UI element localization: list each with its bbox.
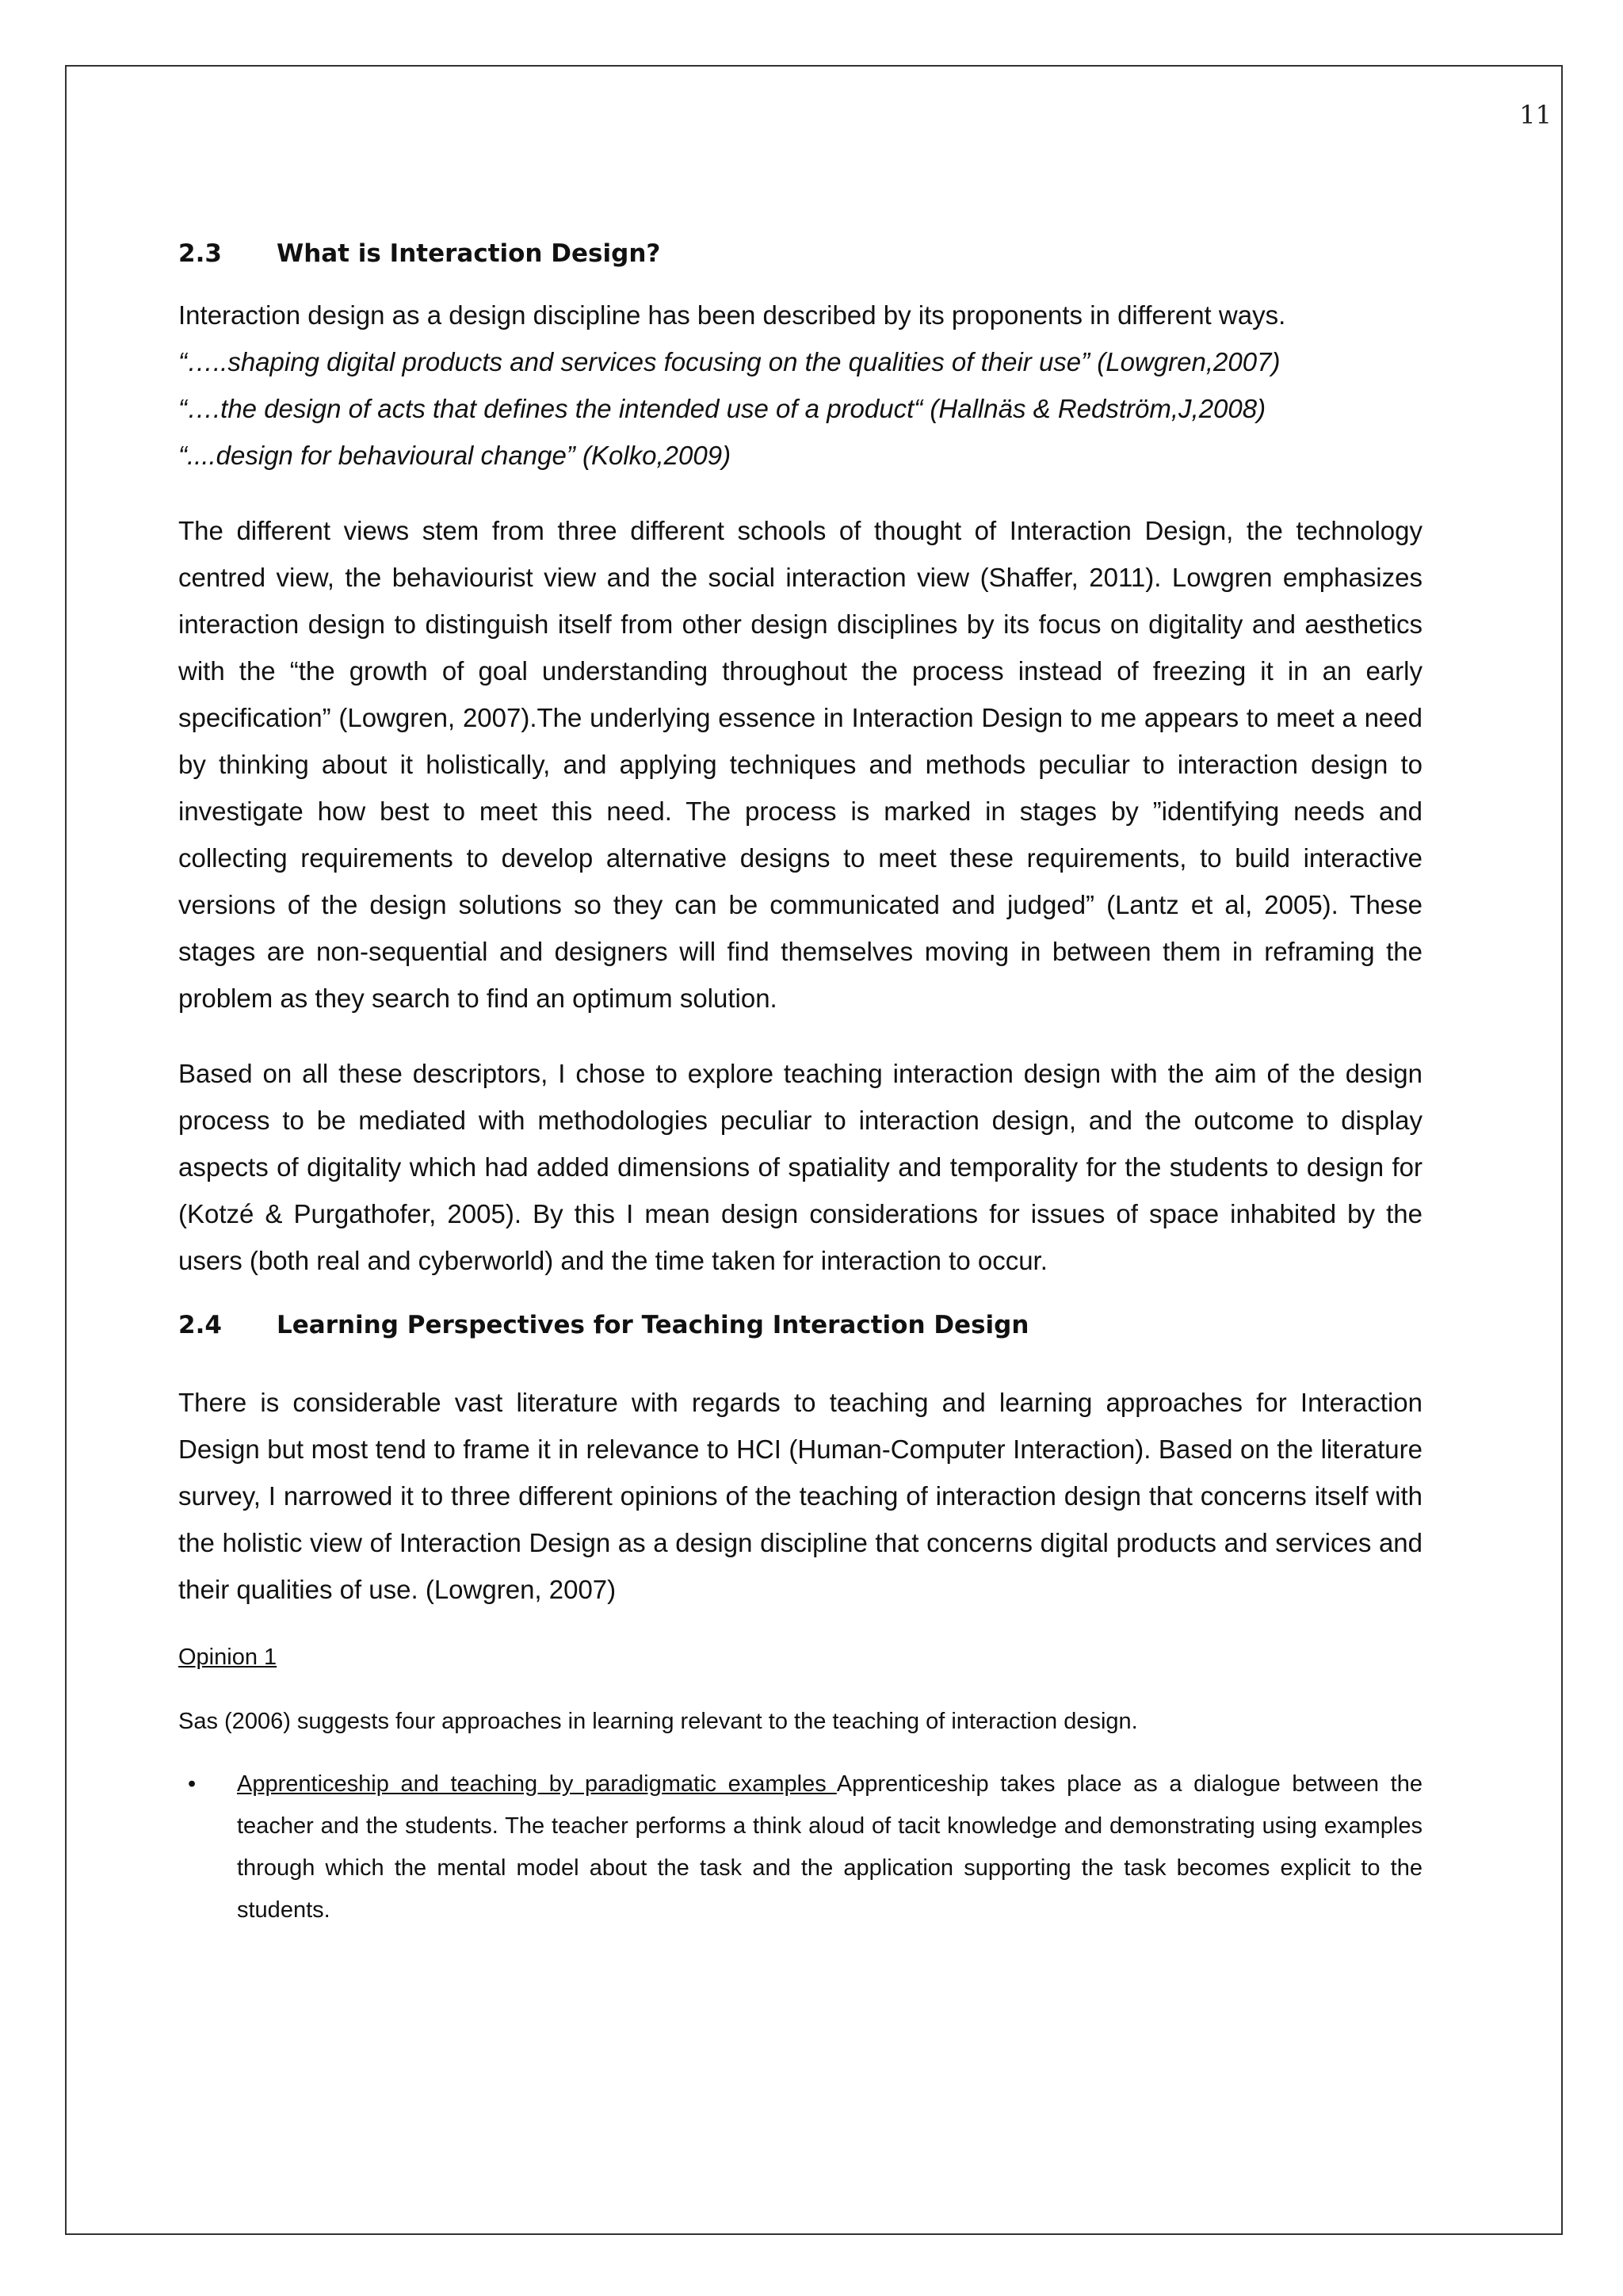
opinion-label: Opinion 1 xyxy=(178,1645,277,1670)
quote-lowgren: “…..shaping digital products and services focusing on the qualities of their use” (Lowgren,2007) xyxy=(178,347,1281,376)
section-intro: Interaction design as a design discipline has been described by its proponents in different ways. xyxy=(178,300,1286,330)
section-number: 2.4 xyxy=(178,1311,222,1339)
section-heading-2-3 xyxy=(178,227,1423,281)
section-title: What is Interaction Design? xyxy=(277,239,661,268)
opinion-intro: Sas (2006) suggests four approaches in learning relevant to the teaching of interaction design. xyxy=(178,1709,1138,1734)
page-number: 11 xyxy=(1519,100,1552,130)
section-number: 2.3 xyxy=(178,239,222,268)
paragraph-literature: There is considerable vast literature with regards to teaching and learning approaches for Interaction Design but most tend to frame it in relevance to HCI (Human-Computer Interaction). Based on the literature survey, I narrowed it to three different opinions of the teaching of interaction design that concerns itself with the holistic view of Interaction Design as a design discipline that concerns digital products and services and their qualities of use. (Lowgren, 2007) xyxy=(178,1388,1423,1604)
list-item xyxy=(178,1763,1423,1931)
section-heading-2-4 xyxy=(178,1298,1423,1352)
section-title: Learning Perspectives for Teaching Interaction Design xyxy=(277,1311,1029,1339)
list-item-body xyxy=(237,1763,1423,1931)
list-item-title: Apprenticeship and teaching by paradigmatic examples xyxy=(237,1771,837,1797)
quote-kolko: “....design for behavioural change” (Kolko,2009) xyxy=(178,441,731,470)
page-content xyxy=(178,227,1423,1931)
paragraph-views: The different views stem from three different schools of thought of Interaction Design, the technology centred view, the behaviourist view and the social interaction view (Shaffer, 2011). Lowgren emphasizes interaction design to distinguish itself from other design disciplines by its focus on digitality and aesthetics with the “the growth of goal understanding throughout the process instead of freezing it in an early specification” (Lowgren, 2007).The underlying essence in Interaction Design to me appears to meet a need by thinking about it holistically, and applying techniques and methods peculiar to interaction design to investigate how best to meet this need. The process is marked in stages by ”identifying needs and collecting requirements to develop alternative designs to meet these requirements, to build interactive versions of the design solutions so they can be communicated and judged” (Lantz et al, 2005). These stages are non-sequential and designers will find themselves moving in between them in reframing the problem as they search to find an optimum solution. xyxy=(178,516,1423,1013)
quote-hallnas: “….the design of acts that defines the intended use of a product“ (Hallnäs & Redström,J,2008) xyxy=(178,394,1266,423)
list-item-text: Apprenticeship takes place as a dialogue between the teacher and the students. The teacher performs a think aloud of tacit knowledge and demonstrating using examples through which the mental model about the task and the application supporting the task becomes explicit to the students. xyxy=(237,1771,1423,1923)
bullet-icon: • xyxy=(188,1771,197,1797)
paragraph-descriptors: Based on all these descriptors, I chose to explore teaching interaction design with the aim of the design process to be mediated with methodologies peculiar to interaction design, and the outcome to display aspects of digitality which had added dimensions of spatiality and temporality for the students to design for (Kotzé & Purgathofer, 2005). By this I mean design considerations for issues of space inhabited by the users (both real and cyberworld) and the time taken for interaction to occur. xyxy=(178,1059,1423,1275)
